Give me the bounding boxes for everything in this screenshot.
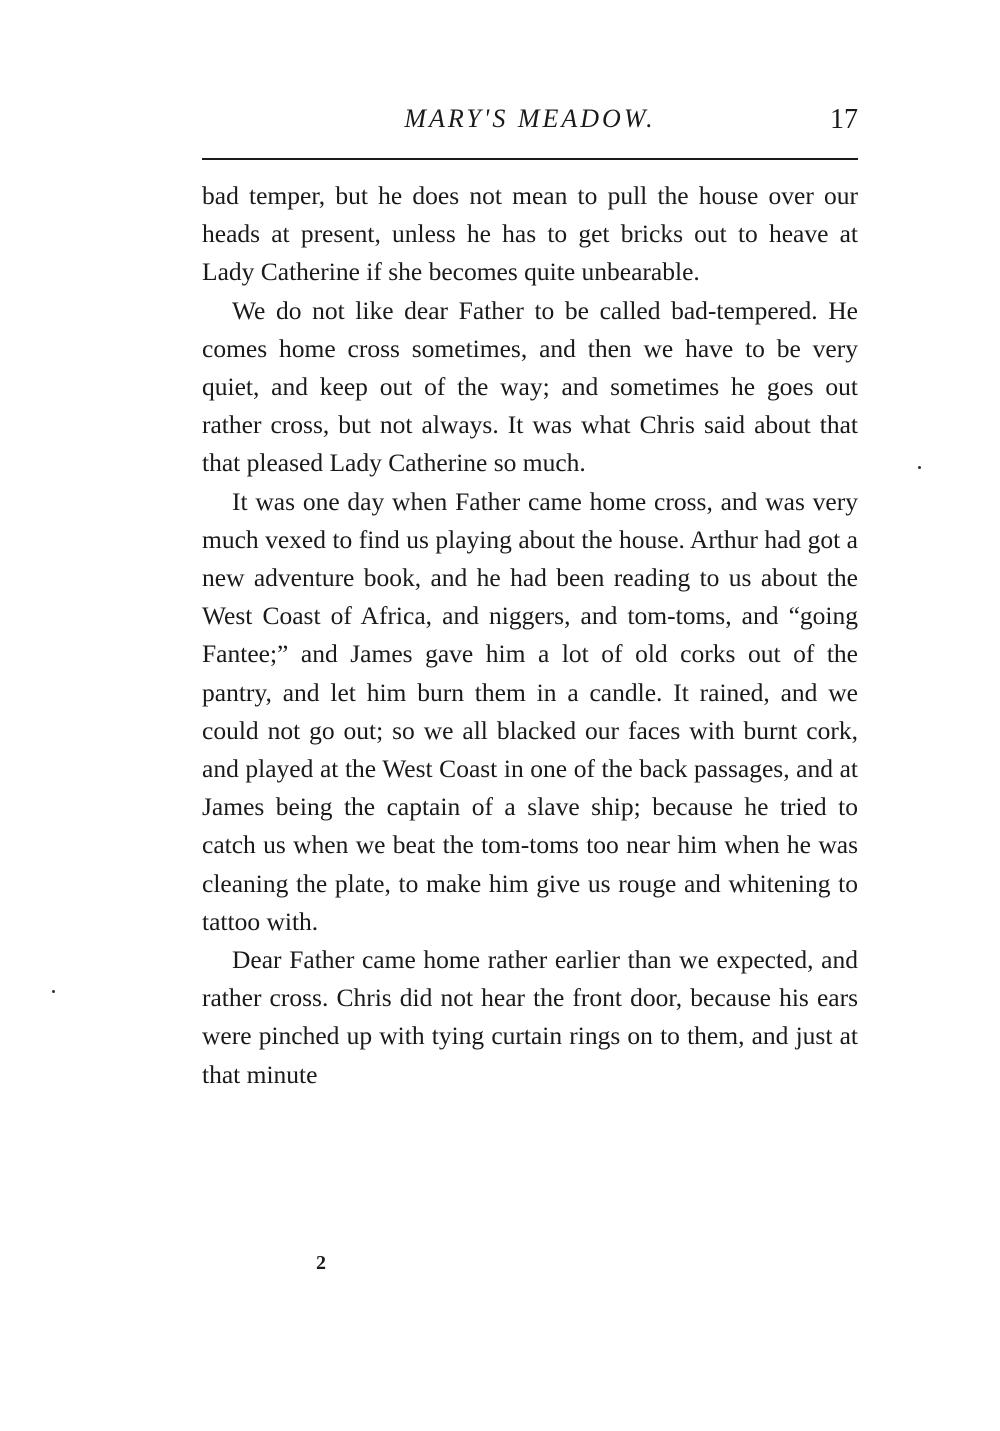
- text-body: [202, 177, 858, 1094]
- paragraph: It was one day when Father came home cross, and was very much vexed to find us playing about the house. Arthur had got a new adventure book, and he had been reading to us about the West Coast of Africa, and niggers, and tom-toms, and “going Fantee;” and James gave him a lot of old corks out of the pantry, and let him burn them in a candle. It rained, and we could not go out; so we all blacked our faces with burnt cork, and played at the West Coast in one of the back passages, and at James being the captain of a slave ship; because he tried to catch us when we beat the tom-toms too near him when he was cleaning the plate, to make him give us rouge and whitening to tattoo with.: [202, 486, 858, 936]
- ink-speck: [52, 990, 55, 993]
- paragraph: bad temper, but he does not mean to pull the house over our heads at present, unless he has to get bricks out to heave at Lady Catherine if she becomes quite unbearable.: [202, 181, 858, 287]
- running-head: [202, 104, 858, 144]
- signature-mark: 2: [316, 1252, 326, 1274]
- header-rule: [202, 158, 858, 160]
- ink-speck: [918, 466, 921, 469]
- page-number: 17: [830, 104, 858, 135]
- running-title: MARY'S MEADOW.: [404, 104, 656, 133]
- paragraph: Dear Father came home rather earlier than we expected, and rather cross. Chris did not hear the front door, because his ears were pinched up with tying curtain rings on to them, and just at that minute: [202, 945, 858, 1089]
- paragraph: We do not like dear Father to be called bad-tempered. He comes home cross sometimes, and then we have to be very quiet, and keep out of the way; and sometimes he goes out rather cross, but not always. It was what Chris said about that that pleased Lady Catherine so much.: [202, 295, 858, 478]
